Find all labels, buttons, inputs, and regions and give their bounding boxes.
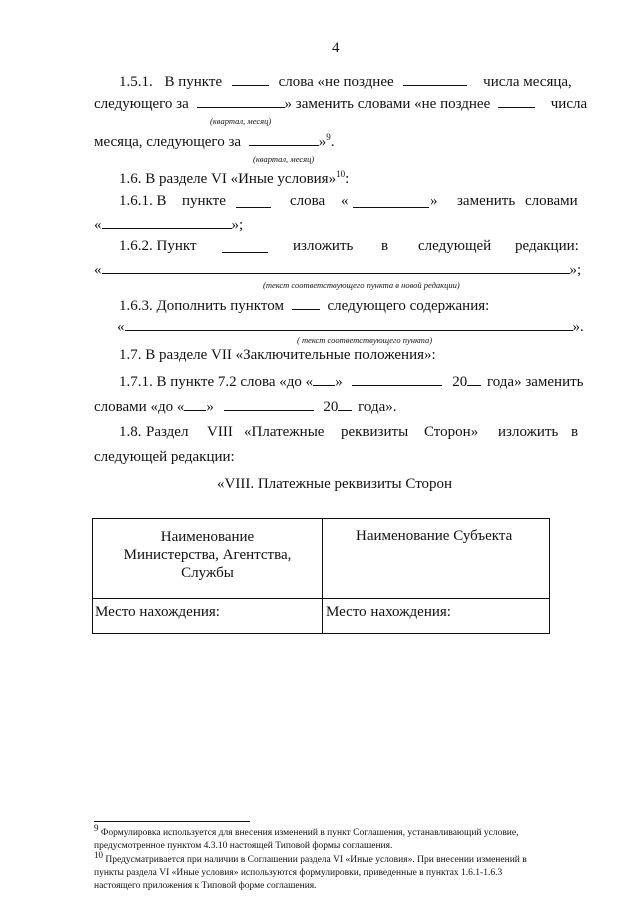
para-1-5-1-line2: следующего за » заменить словами «не позднее числа (94, 96, 588, 112)
para-1-6-1-line2: « »; (94, 217, 244, 233)
blank-field[interactable] (224, 398, 314, 411)
blank-field[interactable] (467, 373, 481, 386)
subject-location-cell[interactable]: Место нахождения: (323, 599, 550, 634)
ministry-name-cell[interactable]: Наименование Министерства, Агентства, Службы (93, 519, 323, 599)
para-1-7-1-line1: 1.7.1. В пункте 7.2 слова «до « » 20 года» заменить (119, 374, 584, 390)
para-1-5-1-line1: 1.5.1. В пункте слова «не позднее числа месяца, (119, 74, 572, 90)
blank-field[interactable] (498, 95, 535, 108)
hint-quarter-month-1: (квартал, месяц) (210, 116, 272, 126)
para-1-6-2-line2: « »; (94, 262, 582, 278)
table-row (93, 599, 550, 634)
page-number: 4 (332, 40, 340, 56)
blank-field[interactable] (222, 240, 268, 253)
footnote-9: $^9$ Формулировка используется для внесения изменений в пункт Соглашения, устанавливающий условие, (94, 822, 519, 838)
blank-field[interactable] (352, 373, 442, 386)
footnote-10: $^{10}$ Предусматривается при наличии в Соглашении раздела VI «Иные условия». При внесении изменений в (94, 849, 527, 865)
blank-field[interactable] (102, 216, 232, 229)
footnote-ref-10: 10 (336, 169, 346, 179)
blank-field[interactable] (232, 73, 269, 86)
hint-new-edition: (текст соответствующего пункта в новой редакции) (263, 280, 460, 290)
para-1-6-3-line2: « ». (117, 319, 584, 335)
para-1-6-1-line1: 1.6.1. В пункте слова « » заменить словами (119, 193, 578, 209)
hint-item-text: ( текст соответствующего пункта) (297, 335, 433, 345)
blank-field[interactable] (292, 297, 320, 310)
para-1-8-line1: 1.8. Раздел VIII «Платежные реквизиты Сторон» изложить в (119, 424, 579, 440)
blank-field[interactable] (236, 195, 271, 208)
para-1-6-3-line1: 1.6.3. Дополнить пунктом следующего содержания: (119, 298, 490, 314)
para-1-6: 1.6. В разделе VI «Иные условия»$^{10}$: (119, 169, 350, 187)
blank-field[interactable] (338, 398, 352, 411)
table-row (93, 519, 550, 599)
para-number: 1.5.1. (119, 74, 153, 90)
blank-field[interactable] (353, 195, 429, 208)
subject-name-cell[interactable]: Наименование Субъекта (323, 519, 550, 599)
footnote-10-cont2: настоящего приложения к Типовой форме соглашения. (94, 881, 317, 891)
section-title: «VIII. Платежные реквизиты Сторон (217, 476, 453, 492)
footnote-10-cont1: пункты раздела VI «Иные условия» используются формулировки, приведенные в пунктах 1.6.1-1.6.3 (94, 868, 503, 878)
para-1-5-1-line3: месяца, следующего за »$^9$. (94, 132, 335, 150)
ministry-location-cell[interactable]: Место нахождения: (93, 599, 323, 634)
para-1-7: 1.7. В разделе VII «Заключительные положения»: (119, 347, 436, 363)
footnote-ref-9: 9 (326, 132, 331, 142)
blank-field[interactable] (313, 373, 335, 386)
para-1-6-2-line1: 1.6.2. Пункт изложить в следующей редакции: (119, 238, 579, 254)
requisites-table (92, 518, 550, 634)
footnote-9-cont: предусмотренное пунктом 4.3.10 настоящей Типовой формы соглашения. (94, 841, 393, 851)
blank-field[interactable] (403, 73, 467, 86)
blank-field[interactable] (249, 133, 319, 146)
para-1-8-line2: следующей редакции: (94, 449, 235, 465)
footnote-separator (94, 821, 250, 822)
blank-field[interactable] (125, 318, 573, 331)
blank-field[interactable] (184, 398, 206, 411)
blank-field[interactable] (197, 95, 285, 108)
blank-field[interactable] (102, 261, 570, 274)
hint-quarter-month-2: (квартал, месяц) (253, 154, 315, 164)
para-1-7-1-line2: словами «до « » 20 года». (94, 399, 397, 415)
